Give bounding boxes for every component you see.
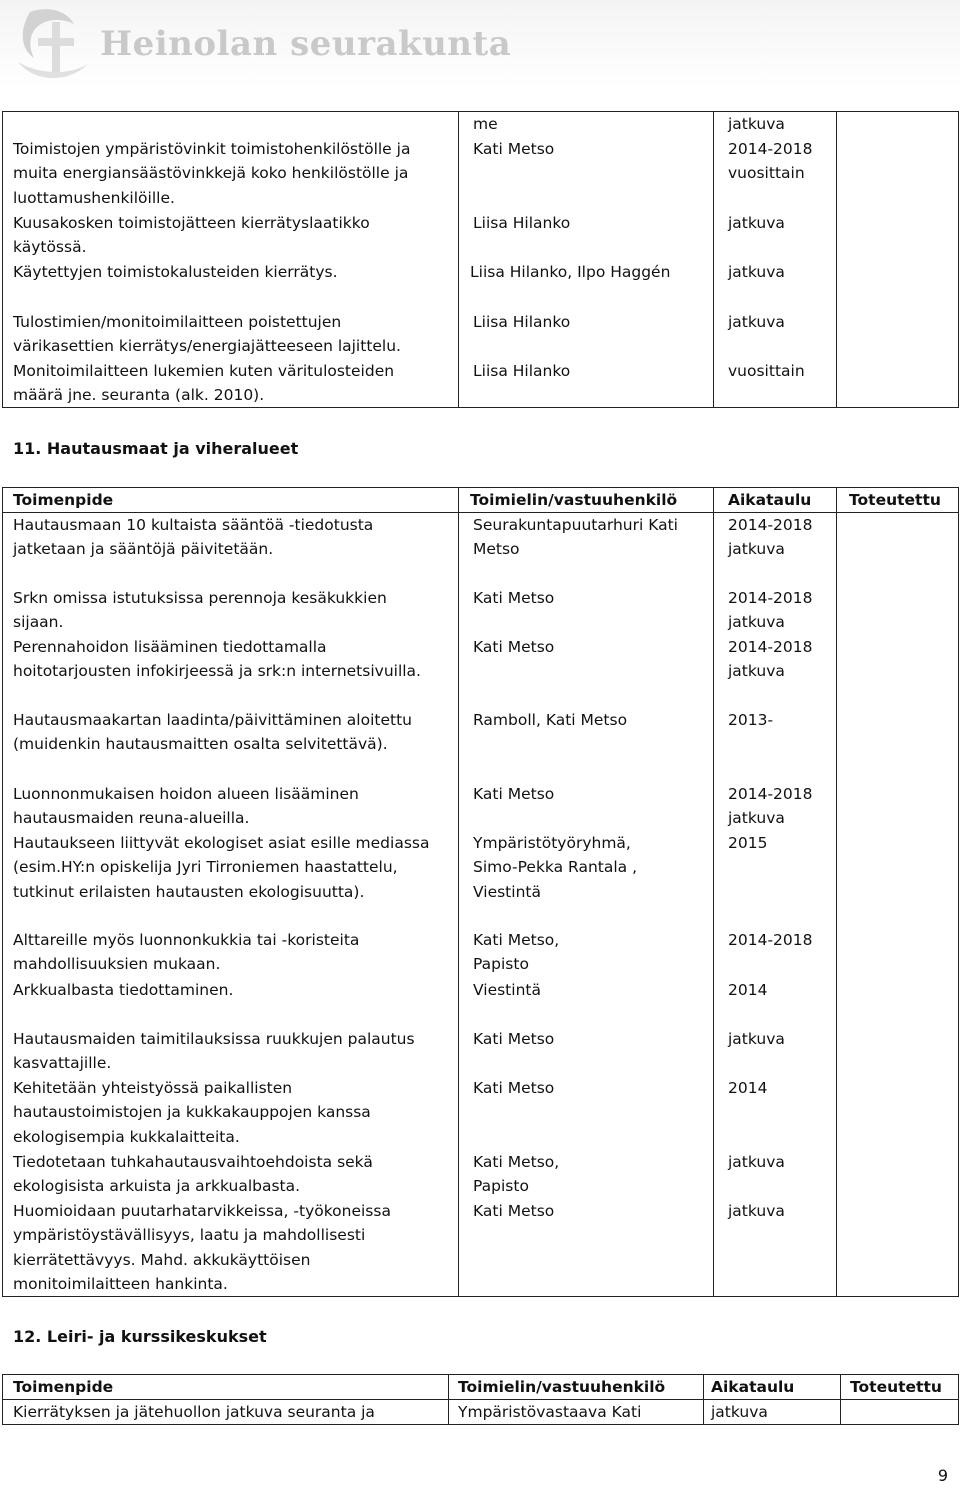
column-header: Toimielin/vastuuhenkilö: [458, 1378, 666, 1396]
header: [0, 0, 960, 88]
column-header: Toteutettu: [850, 1378, 942, 1396]
logo-text: Heinolan seurakunta: [100, 24, 512, 64]
column-header: Toimenpide: [13, 1378, 114, 1396]
column-header: Aikataulu: [711, 1378, 795, 1396]
section-title-11: 11. Hautausmaat ja viheralueet: [13, 439, 299, 458]
column-header: Toimenpide: [13, 491, 114, 509]
section-title-12: 12. Leiri- ja kurssikeskukset: [13, 1327, 267, 1346]
column-header: Aikataulu: [728, 491, 812, 509]
column-header: Toteutettu: [849, 491, 941, 509]
church-logo: [8, 2, 512, 86]
page-number: 9: [937, 1466, 948, 1485]
cross-emblem-icon: [8, 2, 98, 86]
column-header: Toimielin/vastuuhenkilö: [470, 491, 678, 509]
